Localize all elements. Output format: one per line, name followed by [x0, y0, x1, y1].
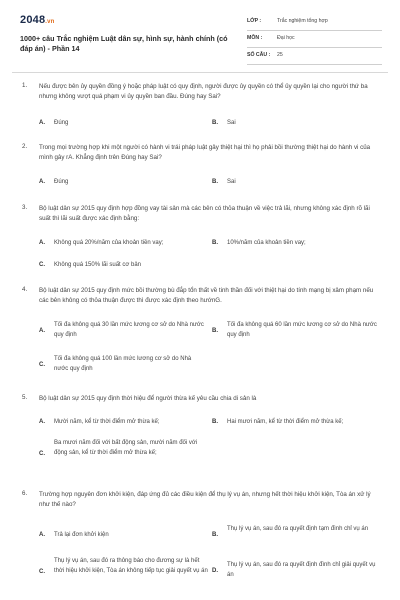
option-text: Tối đa không quá 30 lần mức lương cơ sở do Nhà nước quy định	[54, 322, 204, 338]
question-1	[22, 82, 382, 132]
option-c[interactable]	[39, 354, 209, 376]
option-letter: C.	[39, 262, 45, 268]
option-a[interactable]	[39, 320, 209, 342]
meta-value: 25	[277, 52, 283, 58]
meta-table	[247, 14, 382, 65]
question-text: Bộ luật dân sự 2015 quy định hợp đồng vay tài sản mà các bên có thỏa thuận về việc trả lãi, nhưng không xác định rõ lãi suất thì lãi suất được xác định bằng:	[39, 205, 370, 222]
option-letter: B.	[212, 328, 218, 334]
option-b[interactable]	[212, 524, 382, 546]
question-text: Trường hợp nguyên đơn khởi kiện, đáp ứng đủ các điều kiện để thụ lý vụ án, nhưng hết thời hiệu khởi kiện, Tòa án xử lý như thế nào?	[39, 491, 371, 508]
question-number: 4.	[22, 286, 28, 293]
option-letter: B.	[212, 179, 218, 185]
option-c[interactable]	[39, 438, 209, 470]
option-letter: A.	[39, 179, 45, 185]
option-letter: C.	[39, 362, 45, 368]
question-6	[22, 490, 382, 598]
option-letter: B.	[212, 532, 218, 538]
option-letter: A.	[39, 328, 45, 334]
option-letter: D.	[212, 568, 218, 574]
option-letter: B.	[212, 120, 218, 126]
option-text: Sai	[227, 179, 236, 185]
question-3	[22, 204, 382, 274]
option-d[interactable]	[212, 560, 382, 582]
option-text: Thụ lý vụ án, sau đó ra quyết định đình chỉ giải quyết vụ án	[227, 562, 376, 578]
question-number: 2.	[22, 143, 28, 150]
option-text: Ba mươi năm đối với bất động sản, mười năm đối với động sản, kể từ thời điểm mở thừa kế;	[54, 440, 198, 456]
option-letter: A.	[39, 419, 45, 425]
document-header	[20, 14, 382, 66]
option-letter: A.	[39, 532, 45, 538]
question-number: 3.	[22, 204, 28, 211]
option-letter: C.	[39, 451, 45, 457]
option-text: Thụ lý vụ án, sau đó ra quyết định tạm đình chỉ vụ án	[227, 526, 369, 532]
meta-value: Đại học	[277, 35, 295, 41]
option-text: Đúng	[54, 120, 69, 126]
question-text: Bộ luật dân sự 2015 quy định mức bồi thường bù đắp tổn thất về tinh thần đối với thiệt hại do tính mạng bị xâm phạm nếu các bên không có thỏa thuận được thì được xác định theo hướnG.	[39, 287, 374, 304]
logo-suffix: .vn	[45, 19, 55, 25]
option-letter: A.	[39, 240, 45, 246]
question-text: Trong mọi trường hợp khi một người có hành vi trái pháp luật gây thiệt hại thì họ phải bồi thường thiệt hại do hành vi của mình gây rA. Khẳng định trên Đúng hay Sai?	[39, 144, 371, 161]
meta-row-count	[247, 48, 382, 65]
question-5	[22, 394, 382, 482]
document-title: 1000+ câu Trắc nghiệm Luật dân sự, hình sự, hành chính (có đáp án) - Phần 14	[20, 34, 228, 53]
option-text: Trả lại đơn khởi kiện	[54, 532, 109, 538]
question-4	[22, 286, 382, 382]
header-divider	[12, 72, 388, 73]
logo-text: 2048	[20, 14, 46, 26]
option-text: Sai	[227, 120, 236, 126]
meta-key: LỚP :	[247, 18, 262, 24]
option-text: Hai mươi năm, kể từ thời điểm mở thừa kế;	[227, 419, 344, 425]
question-text: Nếu được bên ủy quyền đồng ý hoặc pháp luật có quy định, người được ủy quyền có thể ủy quyền lại cho người thứ ba nhưng không vượt quá phạm vi ủy quyền ban đầu. Đúng hay Sai?	[39, 83, 368, 100]
option-text: Mười năm, kể từ thời điểm mở thừa kế;	[54, 419, 160, 425]
question-number: 1.	[22, 82, 28, 89]
option-text: Không quá 150% lãi suất cơ bản	[54, 262, 141, 268]
option-letter: B.	[212, 419, 218, 425]
meta-value: Trắc nghiệm tổng hợp	[277, 18, 328, 24]
option-c[interactable]	[39, 556, 209, 588]
option-letter: B.	[212, 240, 218, 246]
question-number: 6.	[22, 490, 28, 497]
question-number: 5.	[22, 394, 28, 401]
meta-key: SỐ CÂU :	[247, 52, 271, 58]
option-letter: C.	[39, 569, 45, 575]
site-logo[interactable]	[20, 14, 55, 26]
question-text: Bộ luật dân sự 2015 quy định thời hiệu để người thừa kế yêu cầu chia di sản là	[39, 395, 257, 402]
option-text: Tối đa không quá 100 lần mức lương cơ sở do Nhà nước quy định	[54, 356, 192, 372]
option-b[interactable]	[212, 320, 382, 342]
question-2	[22, 143, 382, 193]
option-text: Không quá 20%/năm của khoản tiền vay;	[54, 240, 164, 246]
meta-key: MÔN :	[247, 35, 263, 41]
option-text: 10%/năm của khoản tiền vay;	[227, 240, 306, 246]
option-letter: A.	[39, 120, 45, 126]
meta-row-class	[247, 14, 382, 31]
meta-row-subject	[247, 31, 382, 48]
option-text: Đúng	[54, 179, 69, 185]
option-text: Tối đa không quá 60 lần mức lương cơ sở do Nhà nước quy định	[227, 322, 377, 338]
option-text: Thụ lý vụ án, sau đó ra thông báo cho đương sự là hết thời hiệu khởi kiện, Tòa án không tiếp tục giải quyết vụ án	[54, 558, 208, 574]
